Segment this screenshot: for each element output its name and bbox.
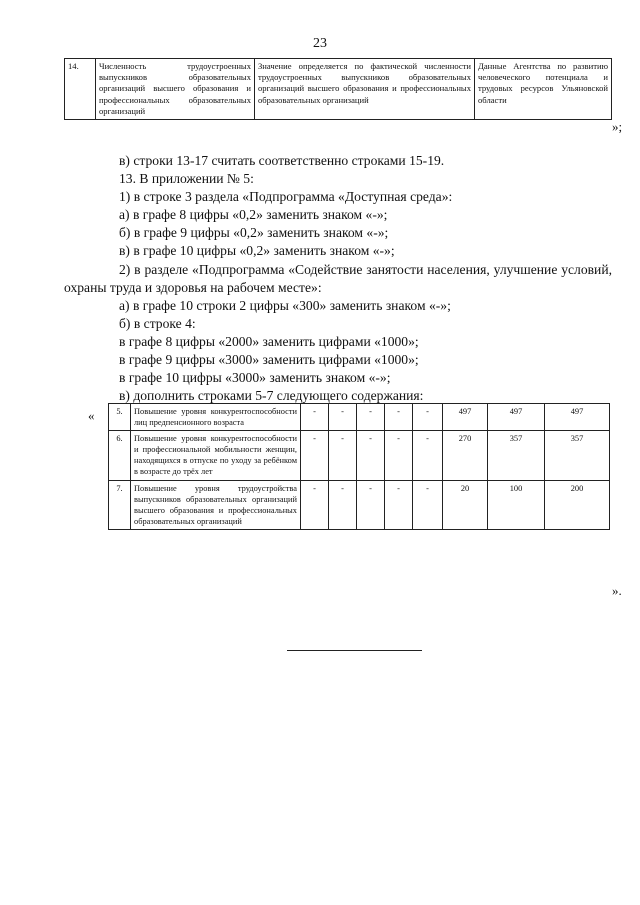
value-cell: 357 [488, 431, 545, 480]
opening-quote: « [88, 408, 95, 423]
value-cell: - [301, 404, 329, 431]
closing-quote: »; [612, 119, 623, 134]
paragraph: б) в графе 9 цифры «0,2» заменить знаком «-»; [119, 225, 389, 241]
value-cell: - [301, 431, 329, 480]
value-cell: - [357, 431, 385, 480]
value-cell: 100 [488, 480, 545, 529]
value-cell: 497 [545, 404, 610, 431]
row-number: 5. [109, 404, 131, 431]
value-cell: 270 [443, 431, 488, 480]
table-row [109, 431, 610, 480]
value-cell: - [329, 404, 357, 431]
amendment-text [64, 152, 612, 405]
row-number: 7. [109, 480, 131, 529]
paragraph: 1) в строке 3 раздела «Подпрограмма «Доступная среда»: [119, 189, 453, 205]
value-cell: - [329, 480, 357, 529]
value-cell: 497 [488, 404, 545, 431]
paragraph: в графе 9 цифры «3000» заменить цифрами «1000»; [119, 352, 419, 368]
value-cell: 20 [443, 480, 488, 529]
value-cell: - [301, 480, 329, 529]
paragraph: в) в графе 10 цифры «0,2» заменить знаком «-»; [119, 243, 395, 259]
paragraph: 2) в разделе «Подпрограмма «Содействие занятости населения, улучшение условий, охраны труда и здоровья на рабочем месте»: [64, 261, 612, 295]
value-cell: - [385, 404, 413, 431]
value-cell: 497 [443, 404, 488, 431]
paragraph: в графе 8 цифры «2000» заменить цифрами «1000»; [119, 333, 419, 349]
page-number: 23 [313, 36, 327, 51]
value-cell: - [385, 431, 413, 480]
row-number: 6. [109, 431, 131, 480]
value-cell: - [413, 404, 443, 431]
indicator-name: Численность трудоустроенных выпускников образовательных организаций высшего образования и профессиональных образовательных организаций [96, 59, 255, 120]
row-number: 14. [65, 59, 96, 120]
closing-quote: ». [612, 583, 622, 598]
paragraph: а) в графе 8 цифры «0,2» заменить знаком «-»; [119, 207, 388, 223]
value-cell: 200 [545, 480, 610, 529]
measure-name: Повышение уровня трудоустройства выпускников образовательных организаций высшего образования и профессиональных образовательных организаций [131, 480, 301, 529]
value-cell: - [385, 480, 413, 529]
paragraph: а) в графе 10 строки 2 цифры «300» заменить знаком «-»; [119, 297, 451, 313]
value-cell: - [413, 431, 443, 480]
paragraph: б) в строке 4: [119, 315, 196, 331]
paragraph: 13. В приложении № 5: [119, 171, 254, 187]
paragraph: в) дополнить строками 5-7 следующего содержания: [119, 388, 424, 404]
value-cell: - [357, 404, 385, 431]
measure-name: Повышение уровня конкурентоспособности лиц предпенсионного возраста [131, 404, 301, 431]
table-row [109, 480, 610, 529]
value-cell: 357 [545, 431, 610, 480]
value-cell: - [413, 480, 443, 529]
measure-name: Повышение уровня конкурентоспособности и профессиональной мобильности женщин, находящихся в отпуске по уходу за ребёнком в возрасте до трёх лет [131, 431, 301, 480]
table-row [109, 404, 610, 431]
paragraph: в графе 10 цифры «3000» заменить знаком «-»; [119, 370, 391, 386]
calculation-method: Значение определяется по фактической численности трудоустроенных выпускников образовательных организаций высшего образования и профессиональных образовательных организаций [255, 59, 475, 120]
indicator-table [64, 58, 612, 120]
measures-table [108, 403, 610, 530]
paragraph: в) строки 13-17 считать соответственно строками 15-19. [119, 153, 445, 168]
table-row [65, 59, 612, 120]
value-cell: - [357, 480, 385, 529]
data-source: Данные Агентства по развитию человеческого потенциала и трудовых ресурсов Ульяновской области [475, 59, 612, 120]
value-cell: - [329, 431, 357, 480]
end-divider [287, 650, 422, 651]
